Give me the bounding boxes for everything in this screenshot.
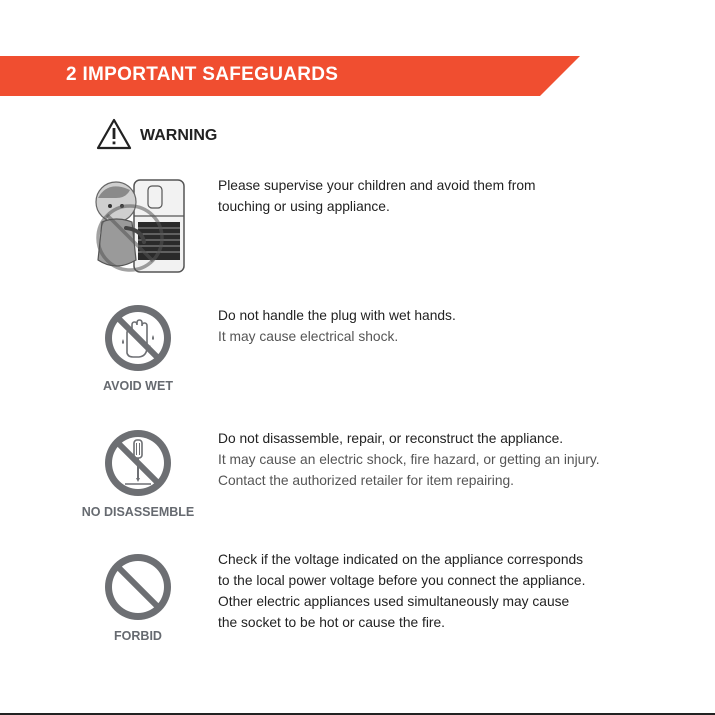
safeguard-note: It may cause electrical shock. [218, 329, 399, 344]
warning-triangle-icon [96, 118, 132, 155]
warning-label: WARNING [140, 127, 218, 144]
safeguard-line: Other electric appliances used simultaneously may cause [218, 594, 570, 609]
no-wet-hands-icon [103, 303, 173, 378]
forbid-icon [103, 552, 173, 627]
safeguard-text-3 [218, 428, 600, 491]
safeguard-line: to the local power voltage before you connect the appliance. [218, 573, 586, 588]
safeguard-line: touching or using appliance. [218, 199, 390, 214]
icon-label-no-disassemble: NO DISASSEMBLE [81, 505, 195, 519]
safeguard-note: Contact the authorized retailer for item repairing. [218, 473, 515, 488]
no-disassemble-icon [103, 428, 173, 503]
icon-label-avoid-wet: AVOID WET [103, 379, 173, 393]
safeguard-line: Do not disassemble, repair, or reconstruct the appliance. [218, 431, 564, 446]
safeguard-note: It may cause an electric shock, fire hazard, or getting an injury. [218, 452, 600, 467]
safeguard-line: Please supervise your children and avoid them from [218, 178, 536, 193]
section-banner [0, 56, 580, 96]
section-title: 2 IMPORTANT SAFEGUARDS [66, 64, 339, 85]
child-prohibited-illustration [86, 176, 198, 281]
safeguard-line: Do not handle the plug with wet hands. [218, 308, 456, 323]
icon-label-forbid: FORBID [114, 629, 162, 643]
safeguard-text-4 [218, 549, 585, 633]
safeguard-text-1 [218, 175, 536, 217]
safeguard-line: Check if the voltage indicated on the appliance corresponds [218, 552, 584, 567]
safeguard-text-2 [218, 305, 456, 347]
safeguard-line: the socket to be hot or cause the fire. [218, 615, 446, 630]
